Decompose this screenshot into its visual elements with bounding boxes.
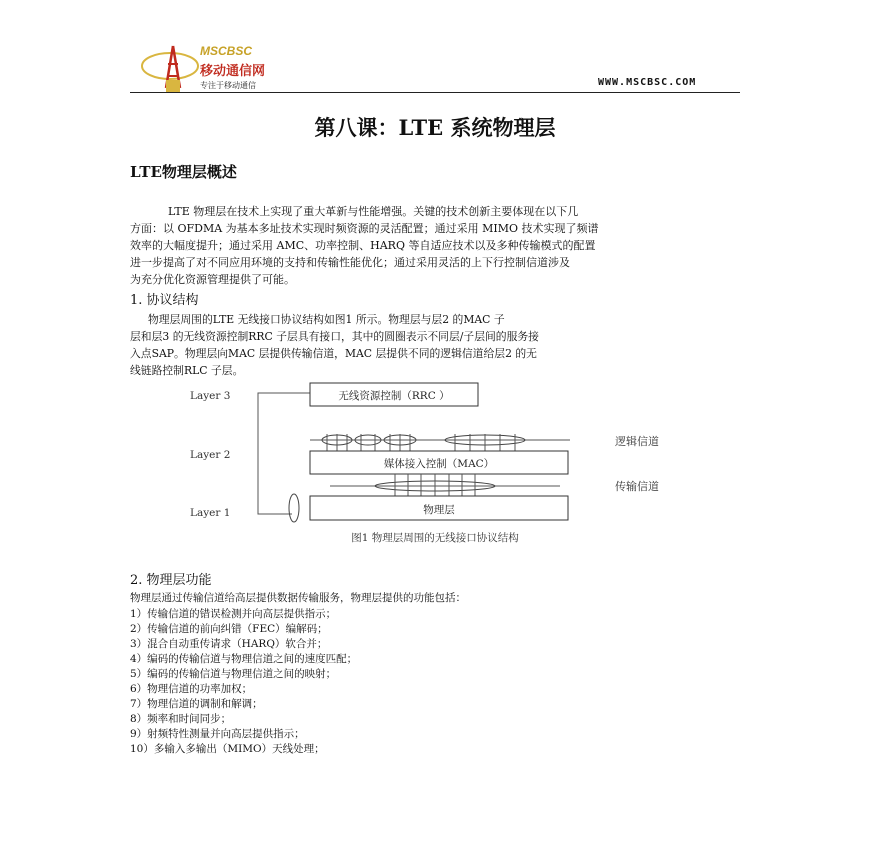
list-item: 4）编码的传输信道与物理信道之间的速度匹配； — [130, 653, 358, 665]
logo-tagline: 专注于移动通信 — [200, 81, 256, 90]
sec1-line: 入点SAP。物理层向MAC 层提供传输信道，MAC 层提供不同的逻辑信道给层2 的无 — [130, 347, 537, 360]
list-item: 9）射频特性测量并向高层提供指示； — [130, 728, 305, 740]
section-heading: LTE物理层概述 — [130, 163, 237, 181]
function-list — [130, 607, 357, 757]
header-rule — [130, 92, 740, 93]
layer2-label: Layer 2 — [190, 449, 231, 461]
list-item: 5）编码的传输信道与物理信道之间的映射； — [130, 668, 337, 680]
site-url: WWW.MSCBSC.COM — [598, 77, 697, 88]
sec1-line: 层和层3 的无线资源控制RRC 子层具有接口，其中的圆圈表示不同层/子层间的服务接 — [130, 330, 539, 343]
sec1-line: 线链路控制RLC 子层。 — [130, 364, 244, 377]
logical-channel-label: 逻辑信道 — [615, 435, 659, 448]
intro-line: 为充分优化资源管理提供了可能。 — [130, 273, 295, 286]
section-2-intro: 物理层通过传输信道给高层提供数据传输服务，物理层提供的功能包括： — [130, 592, 466, 604]
figure-caption: 图1 物理层周围的无线接口协议结构 — [351, 532, 519, 544]
intro-line: 进一步提高了对不同应用环境的支持和传输性能优化；通过采用灵活的上下行控制信道涉及 — [130, 256, 570, 269]
mac-label: 媒体接入控制（MAC） — [383, 458, 495, 470]
transport-channel-ticks — [395, 474, 475, 496]
section-2-heading: 2. 物理层功能 — [130, 573, 212, 588]
list-item: 10）多输入多输出（MIMO）天线处理； — [130, 743, 325, 755]
list-item: 1）传输信道的错误检测并向高层提供指示； — [130, 608, 337, 620]
logo-cn-text: 移动通信网 — [200, 63, 266, 78]
list-item: 3）混合自动重传请求（HARQ）软合并； — [130, 638, 328, 650]
phy-label: 物理层 — [423, 504, 455, 516]
list-item: 7）物理信道的调制和解调； — [130, 698, 263, 710]
intro-line: LTE 物理层在技术上实现了重大革新与性能增强。关键的技术创新主要体现在以下几 — [168, 205, 579, 218]
layer3-label: Layer 3 — [190, 390, 231, 402]
logo-en-text: MSCBSC — [200, 44, 253, 58]
tower-logo-icon — [140, 40, 200, 94]
list-item: 8）频率和时间同步； — [130, 713, 232, 725]
logical-channel-ticks — [327, 434, 515, 451]
intro-paragraph — [130, 203, 742, 288]
transport-channel-label: 传输信道 — [615, 480, 659, 493]
rrc-label: 无线资源控制（RRC ） — [338, 390, 450, 402]
rrc-phy-sap-ellipse — [289, 494, 299, 522]
list-item: 6）物理信道的功率加权； — [130, 683, 253, 695]
protocol-structure-diagram — [180, 378, 690, 548]
section-1-paragraph — [130, 311, 742, 379]
page-title: 第八课：LTE 系统物理层 — [314, 115, 556, 140]
list-item: 2）传输信道的前向纠错（FEC）编解码； — [130, 623, 328, 635]
intro-line: 方面：以 OFDMA 为基本多址技术实现时频资源的灵活配置；通过采用 MIMO 技术实现了频谱 — [130, 222, 599, 235]
sec1-line: 物理层周围的LTE 无线接口协议结构如图1 所示。物理层与层2 的MAC 子 — [148, 313, 505, 326]
layer1-label: Layer 1 — [190, 507, 231, 519]
intro-line: 效率的大幅度提升；通过采用 AMC、功率控制、HARQ 等自适应技术以及多种传输模式的配置 — [130, 239, 596, 252]
section-1-heading: 1. 协议结构 — [130, 293, 199, 308]
